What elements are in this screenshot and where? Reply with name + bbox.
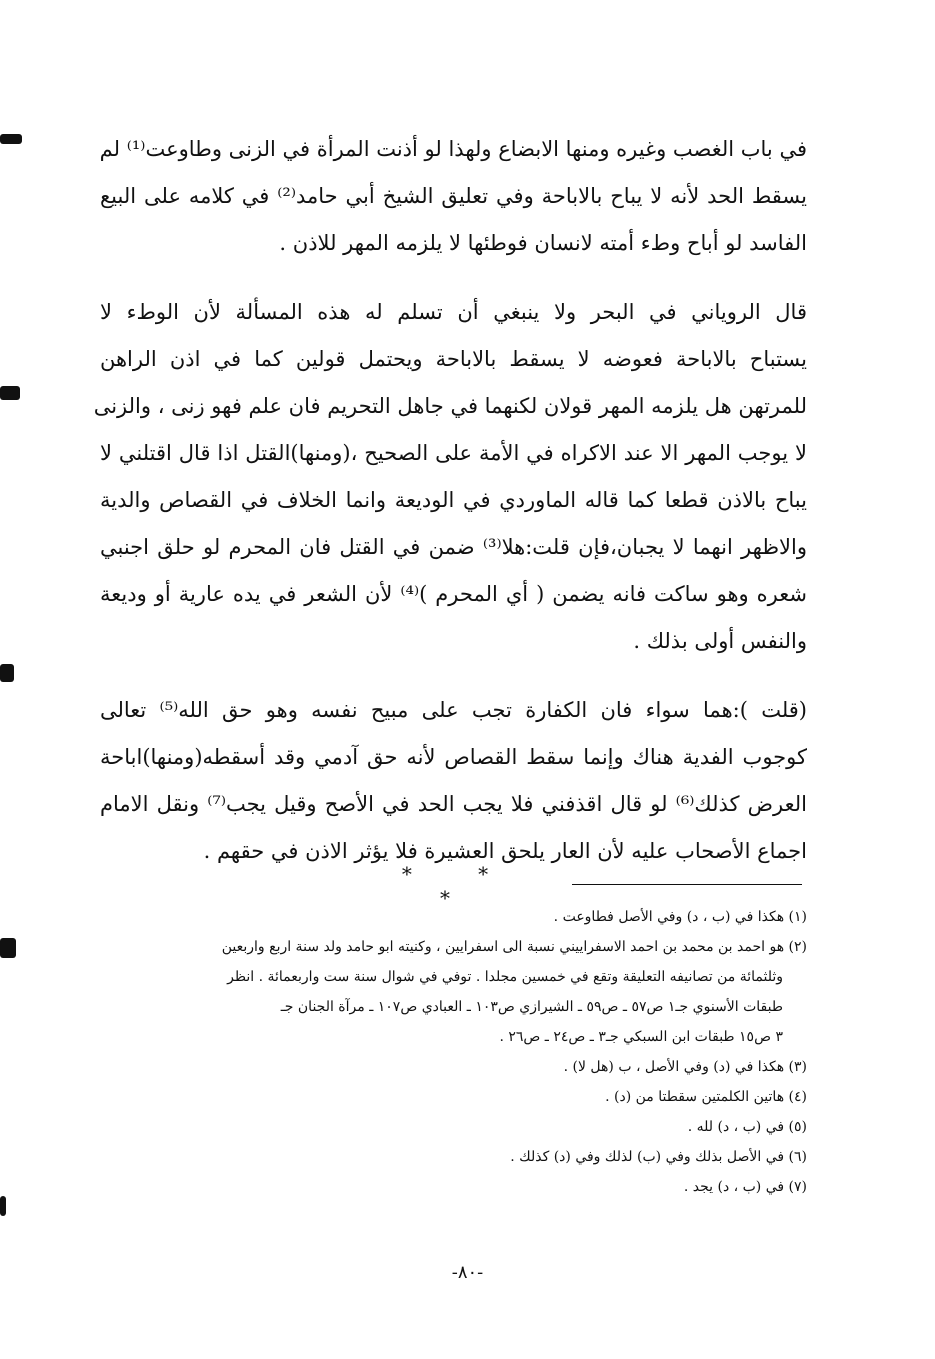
- scan-mark: [0, 134, 22, 144]
- text-line: والنفس أولى بذلك .: [633, 629, 807, 653]
- text-line: لا يوجب المهر الا عند الاكراه في الأمة على الصحيح ،(ومنها)القتل اذا قال اقتلني لا: [100, 441, 807, 465]
- footnote-7: (٧) في (ب ، د) يجد .: [683, 1179, 807, 1195]
- footnote-3: (٣) هكذا في (د) وفي الأصل ، ب (هل لا) .: [563, 1059, 807, 1075]
- text-line: للمرتهن هل يلزمه المهر قولان لكنهما في جاهل التحريم فان علم فهو زنى ، والزنى: [93, 394, 807, 418]
- footnote-2-cont: طبقات الأسنوي جـ١ ص٥٧ ـ ص٥٩ ـ الشيرازي ص١٠٣ ـ العبادي ص١٠٧ ـ مرآة الجنان جـ: [280, 999, 783, 1015]
- paragraph-1: [100, 126, 807, 267]
- text-line: قال الروياني في البحر ولا ينبغي أن تسلم له هذه المسألة لأن الوطء لا: [100, 300, 807, 324]
- paragraph-2: [93, 289, 807, 665]
- footnote-1: (١) هكذا في (ب ، د) وفي الأصل فطاوعت .: [553, 909, 807, 925]
- footnote-5: (٥) في (ب ، د) لله .: [687, 1119, 807, 1135]
- text-line: اجماع الأصحاب عليه لأن العار يلحق العشيرة فلا يؤثر الاذن في حقهم .: [203, 839, 807, 863]
- text-line: شعره وهو ساكت فانه يضمن ( أي المحرم )⁽⁴⁾ لأن الشعر في يده عارية أو وديعة: [100, 582, 807, 606]
- footnote-2: (٢) هو احمد بن محمد بن احمد الاسفراييني نسبة الى اسفرايين ، وكنيته ابو حامد ولد سنة اربع واربعين: [221, 939, 807, 955]
- text-line: العرض كذلك⁽⁶⁾ لو قال اقذفني فلا يجب الحد في الأصح وقيل يجب⁽⁷⁾ ونقل الامام: [100, 792, 807, 816]
- paragraph-3: [100, 687, 807, 875]
- footnote-4: (٤) هاتين الكلمتين سقطتا من (د) .: [605, 1089, 807, 1105]
- scan-mark: [0, 938, 16, 958]
- scan-mark: [0, 386, 20, 400]
- section-separator: * * *: [401, 862, 519, 910]
- text-line: في باب الغصب وغيره ومنها الابضاع ولهذا لو أذنت المرأة في الزنى وطاوعت⁽¹⁾ لم: [99, 137, 807, 161]
- scan-mark: [0, 1196, 6, 1216]
- text-line: والاظهر انهما لا يجبان،فإن قلت:هلا⁽³⁾ ضمن في القتل فان المحرم لو حلق اجنبي: [100, 535, 807, 559]
- footnotes: [100, 902, 807, 1202]
- text-line: (قلت ):هما سواء فان الكفارة تجب على مبيح نفسه وهو حق الله⁽⁵⁾ تعالى: [100, 698, 807, 722]
- text-line: كوجوب الفدية هناك وإنما سقط القصاص لأنه حق آدمي وقد أسقطه(ومنها)اباحة: [100, 745, 807, 769]
- text-line: يستباح بالاباحة فعوضه لا يسقط بالاباحة ويحتمل قولين كما في اذن الراهن: [100, 347, 807, 371]
- footnote-6: (٦) في الأصل بذلك وفي (ب) لذلك وفي (د) كذلك .: [510, 1149, 807, 1165]
- main-text: [93, 126, 807, 897]
- footnote-rule: [572, 884, 802, 885]
- footnote-2-cont: وثلثمائة من تصانيفه التعليقة وتقع في خمسين مجلدا . توفي في شوال سنة ست واربعمائة . انظر: [227, 969, 783, 985]
- text-line: الفاسد لو أباح وطء أمته لانسان فوطئها لا يلزمه المهر للاذن .: [279, 231, 807, 255]
- scan-mark: [0, 664, 14, 682]
- text-line: يسقط الحد لأنه لا يباح بالاباحة وفي تعليق الشيخ أبي حامد⁽²⁾ في كلامه على البيع: [100, 184, 807, 208]
- text-line: يباح بالاذن قطعا كما قاله الماوردي في الوديعة وانما الخلاف في القصاص والدية: [100, 488, 807, 512]
- page-number: -٨٠-: [451, 1262, 484, 1283]
- footnote-2-cont: ٣ ص١٥ طبقات ابن السبكي جـ٣ ـ ص٢٤ ـ ص٢٦ .: [499, 1029, 783, 1045]
